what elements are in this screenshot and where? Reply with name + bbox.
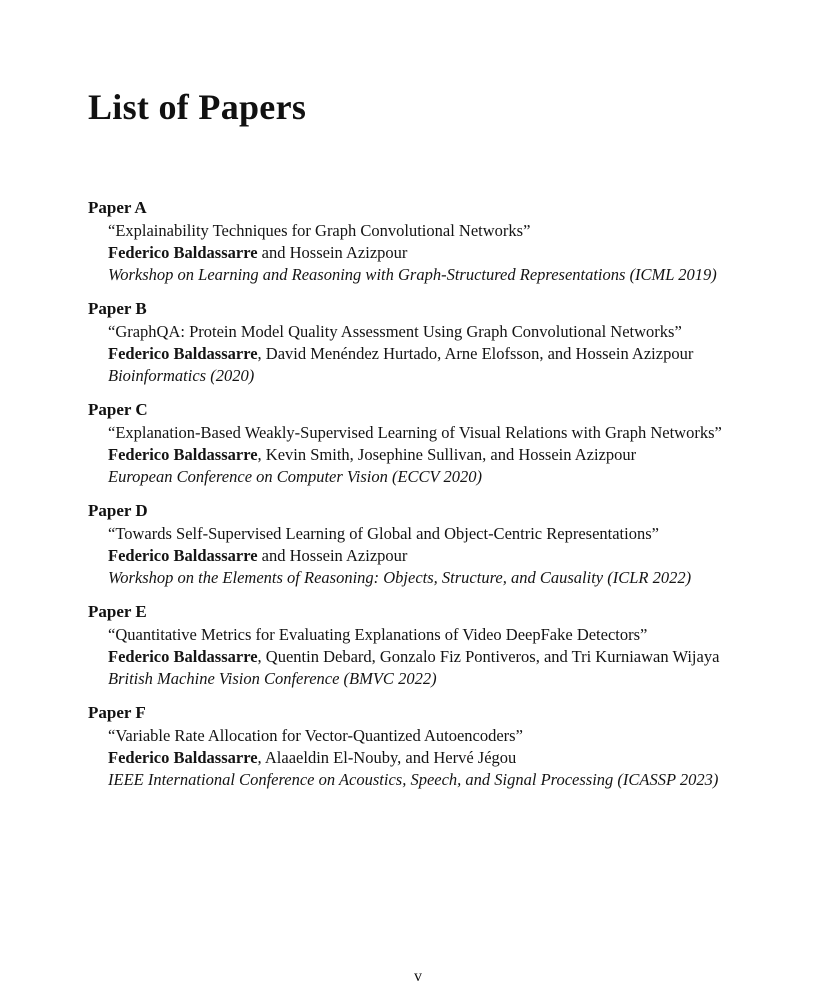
paper-title: “Explainability Techniques for Graph Convolutional Networks”: [108, 221, 531, 240]
paper-venue: Workshop on the Elements of Reasoning: Objects, Structure, and Causality (ICLR 2022): [108, 568, 692, 587]
paper-entry-c: [88, 400, 758, 488]
paper-entry-b: [88, 299, 758, 387]
authors-rest: and Hossein Azizpour: [257, 243, 408, 262]
paper-label: Paper C: [88, 400, 148, 419]
page-content: [88, 86, 758, 804]
paper-entry-a: [88, 198, 758, 286]
paper-title: “GraphQA: Protein Model Quality Assessment Using Graph Convolutional Networks”: [108, 322, 682, 341]
authors-rest: and Hossein Azizpour: [257, 546, 408, 565]
author-primary: Federico Baldassarre: [108, 647, 258, 666]
paper-label: Paper F: [88, 703, 146, 722]
authors-rest: , Kevin Smith, Josephine Sullivan, and Hossein Azizpour: [257, 445, 637, 464]
paper-title: “Explanation-Based Weakly-Supervised Learning of Visual Relations with Graph Networks”: [108, 423, 722, 442]
paper-body: [108, 220, 758, 286]
paper-label: Paper E: [88, 602, 147, 621]
authors-rest: , David Menéndez Hurtado, Arne Elofsson, and Hossein Azizpour: [257, 344, 694, 363]
authors-rest: , Alaaeldin El-Nouby, and Hervé Jégou: [257, 748, 517, 767]
paper-authors: [108, 646, 758, 668]
paper-label: Paper A: [88, 198, 147, 217]
paper-authors: [108, 343, 758, 365]
authors-rest: , Quentin Debard, Gonzalo Fiz Pontiveros, and Tri Kurniawan Wijaya: [257, 647, 720, 666]
paper-body: [108, 321, 758, 387]
paper-body: [108, 725, 758, 791]
paper-body: [108, 523, 758, 589]
paper-body: [108, 624, 758, 690]
paper-entry-e: [88, 602, 758, 690]
paper-body: [108, 422, 758, 488]
paper-authors: [108, 545, 758, 567]
paper-title: “Quantitative Metrics for Evaluating Explanations of Video DeepFake Detectors”: [108, 625, 648, 644]
paper-venue: European Conference on Computer Vision (ECCV 2020): [108, 467, 482, 486]
paper-venue: IEEE International Conference on Acoustics, Speech, and Signal Processing (ICASSP 2023): [108, 770, 719, 789]
paper-authors: [108, 747, 758, 769]
paper-authors: [108, 242, 758, 264]
paper-venue: Bioinformatics (2020): [108, 366, 255, 385]
paper-venue: Workshop on Learning and Reasoning with Graph-Structured Representations (ICML 2019): [108, 265, 717, 284]
paper-venue: British Machine Vision Conference (BMVC 2022): [108, 669, 437, 688]
paper-authors: [108, 444, 758, 466]
paper-title: “Variable Rate Allocation for Vector-Quantized Autoencoders”: [108, 726, 523, 745]
author-primary: Federico Baldassarre: [108, 546, 258, 565]
page-title: List of Papers: [88, 87, 307, 127]
author-primary: Federico Baldassarre: [108, 748, 258, 767]
paper-title: “Towards Self-Supervised Learning of Global and Object-Centric Representations”: [108, 524, 659, 543]
page-number: v: [414, 968, 422, 985]
paper-label: Paper B: [88, 299, 147, 318]
paper-entry-d: [88, 501, 758, 589]
author-primary: Federico Baldassarre: [108, 445, 258, 464]
paper-label: Paper D: [88, 501, 148, 520]
author-primary: Federico Baldassarre: [108, 344, 258, 363]
paper-entry-f: [88, 703, 758, 791]
author-primary: Federico Baldassarre: [108, 243, 258, 262]
